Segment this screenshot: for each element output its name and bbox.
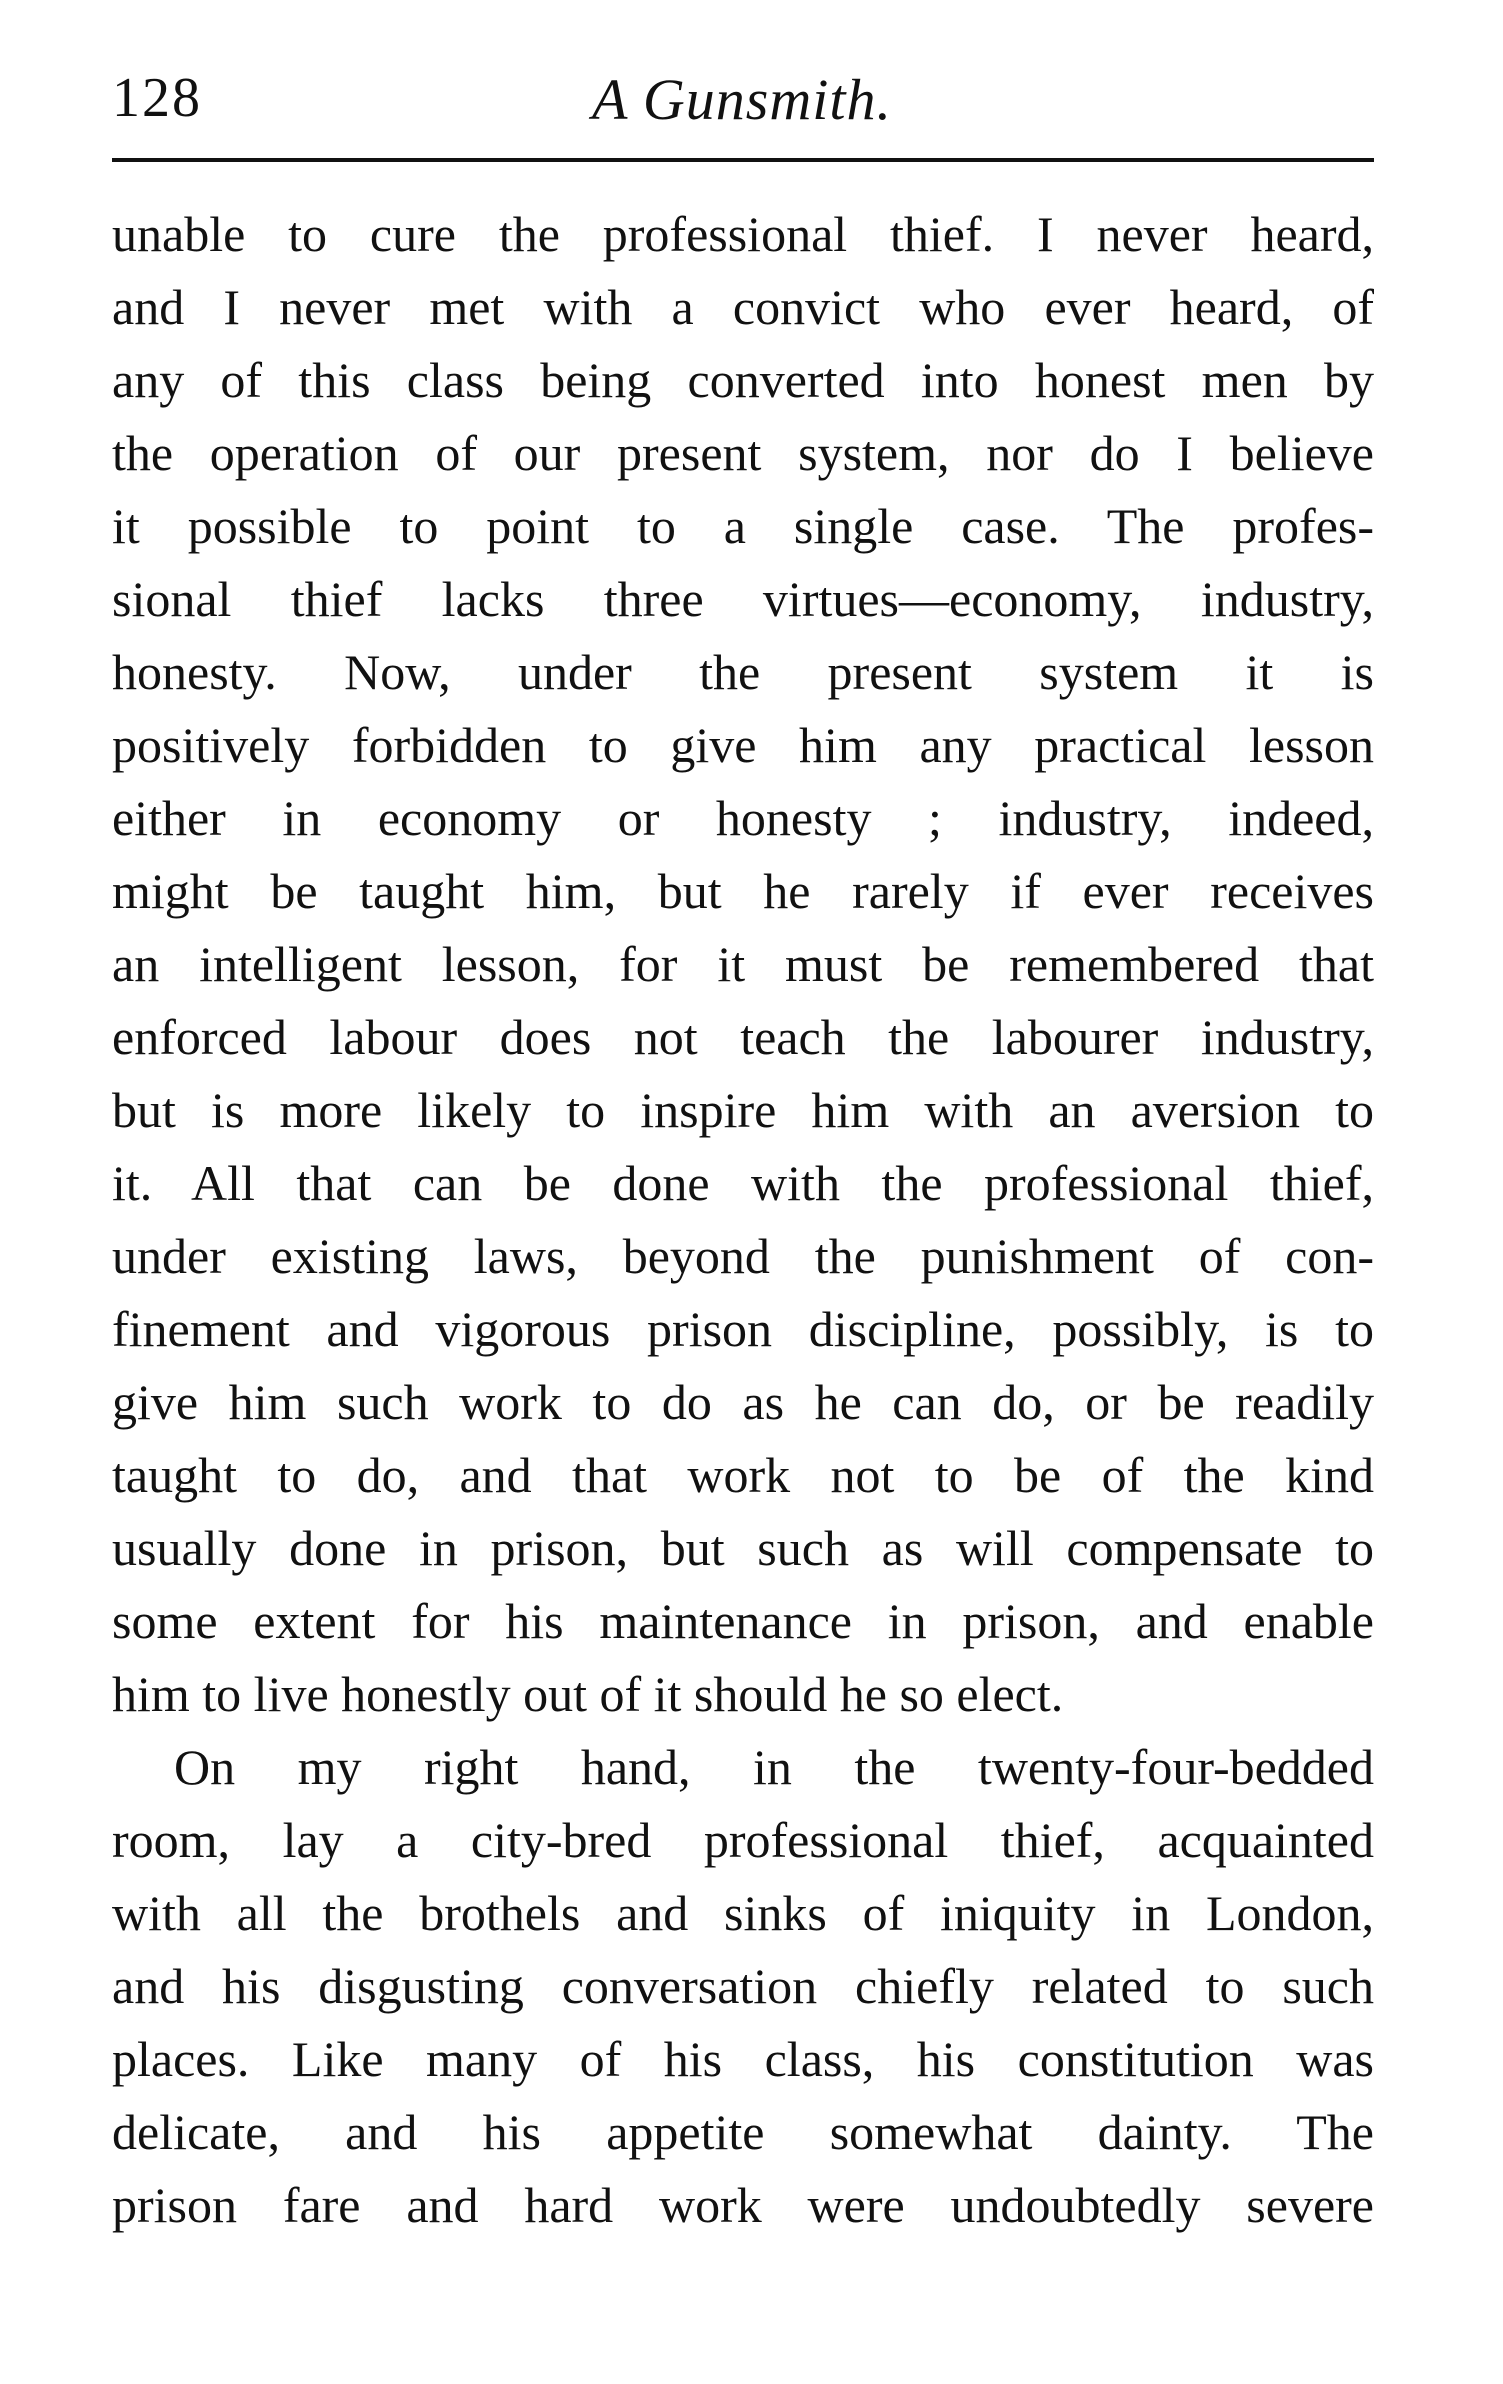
text-line: but is more likely to inspire him with an aversion to: [112, 1082, 1374, 1138]
text-line: unable to cure the professional thief. I never heard,: [112, 206, 1374, 262]
text-line: and his disgusting conversation chiefly related to such: [112, 1958, 1374, 2014]
text-line: him to live honestly out of it should he so elect.: [112, 1666, 1064, 1722]
text-line: finement and vigorous prison discipline, possibly, is to: [112, 1301, 1374, 1357]
text-line: room, lay a city-bred professional thief, acquainted: [112, 1812, 1374, 1868]
page-number: 128: [112, 67, 202, 129]
text-line: some extent for his maintenance in prison, and enable: [112, 1593, 1374, 1649]
paragraph-1: [112, 198, 1374, 1731]
text-line: it. All that can be done with the professional thief,: [112, 1155, 1374, 1211]
text-line: enforced labour does not teach the labourer industry,: [112, 1009, 1374, 1065]
text-line: under existing laws, beyond the punishment of con-: [112, 1228, 1374, 1284]
text-line: an intelligent lesson, for it must be remembered that: [112, 936, 1374, 992]
text-line: delicate, and his appetite somewhat dainty. The: [112, 2104, 1374, 2160]
text-line: either in economy or honesty ; industry, indeed,: [112, 790, 1374, 846]
text-line: give him such work to do as he can do, or be readily: [112, 1374, 1374, 1430]
body-text: [112, 198, 1374, 2242]
text-line: taught to do, and that work not to be of the kind: [112, 1447, 1374, 1503]
text-line: any of this class being converted into honest men by: [112, 352, 1374, 408]
text-line: the operation of our present system, nor do I believe: [112, 425, 1374, 481]
text-line: it possible to point to a single case. The profes-: [112, 498, 1374, 554]
text-line: usually done in prison, but such as will compensate to: [112, 1520, 1374, 1576]
text-line: On my right hand, in the twenty-four-bedded: [174, 1739, 1374, 1795]
running-title: A Gunsmith.: [592, 67, 892, 132]
paragraph-2: [112, 1731, 1374, 2242]
text-line: and I never met with a convict who ever heard, of: [112, 279, 1374, 335]
page-header: [112, 58, 1372, 158]
text-line: prison fare and hard work were undoubtedly severe: [112, 2177, 1374, 2233]
text-line: honesty. Now, under the present system it is: [112, 644, 1374, 700]
header-rule: [112, 158, 1374, 162]
text-line: with all the brothels and sinks of iniquity in London,: [112, 1885, 1374, 1941]
text-line: positively forbidden to give him any practical lesson: [112, 717, 1374, 773]
text-line: sional thief lacks three virtues—economy, industry,: [112, 571, 1374, 627]
text-line: places. Like many of his class, his constitution was: [112, 2031, 1374, 2087]
text-line: might be taught him, but he rarely if ever receives: [112, 863, 1374, 919]
